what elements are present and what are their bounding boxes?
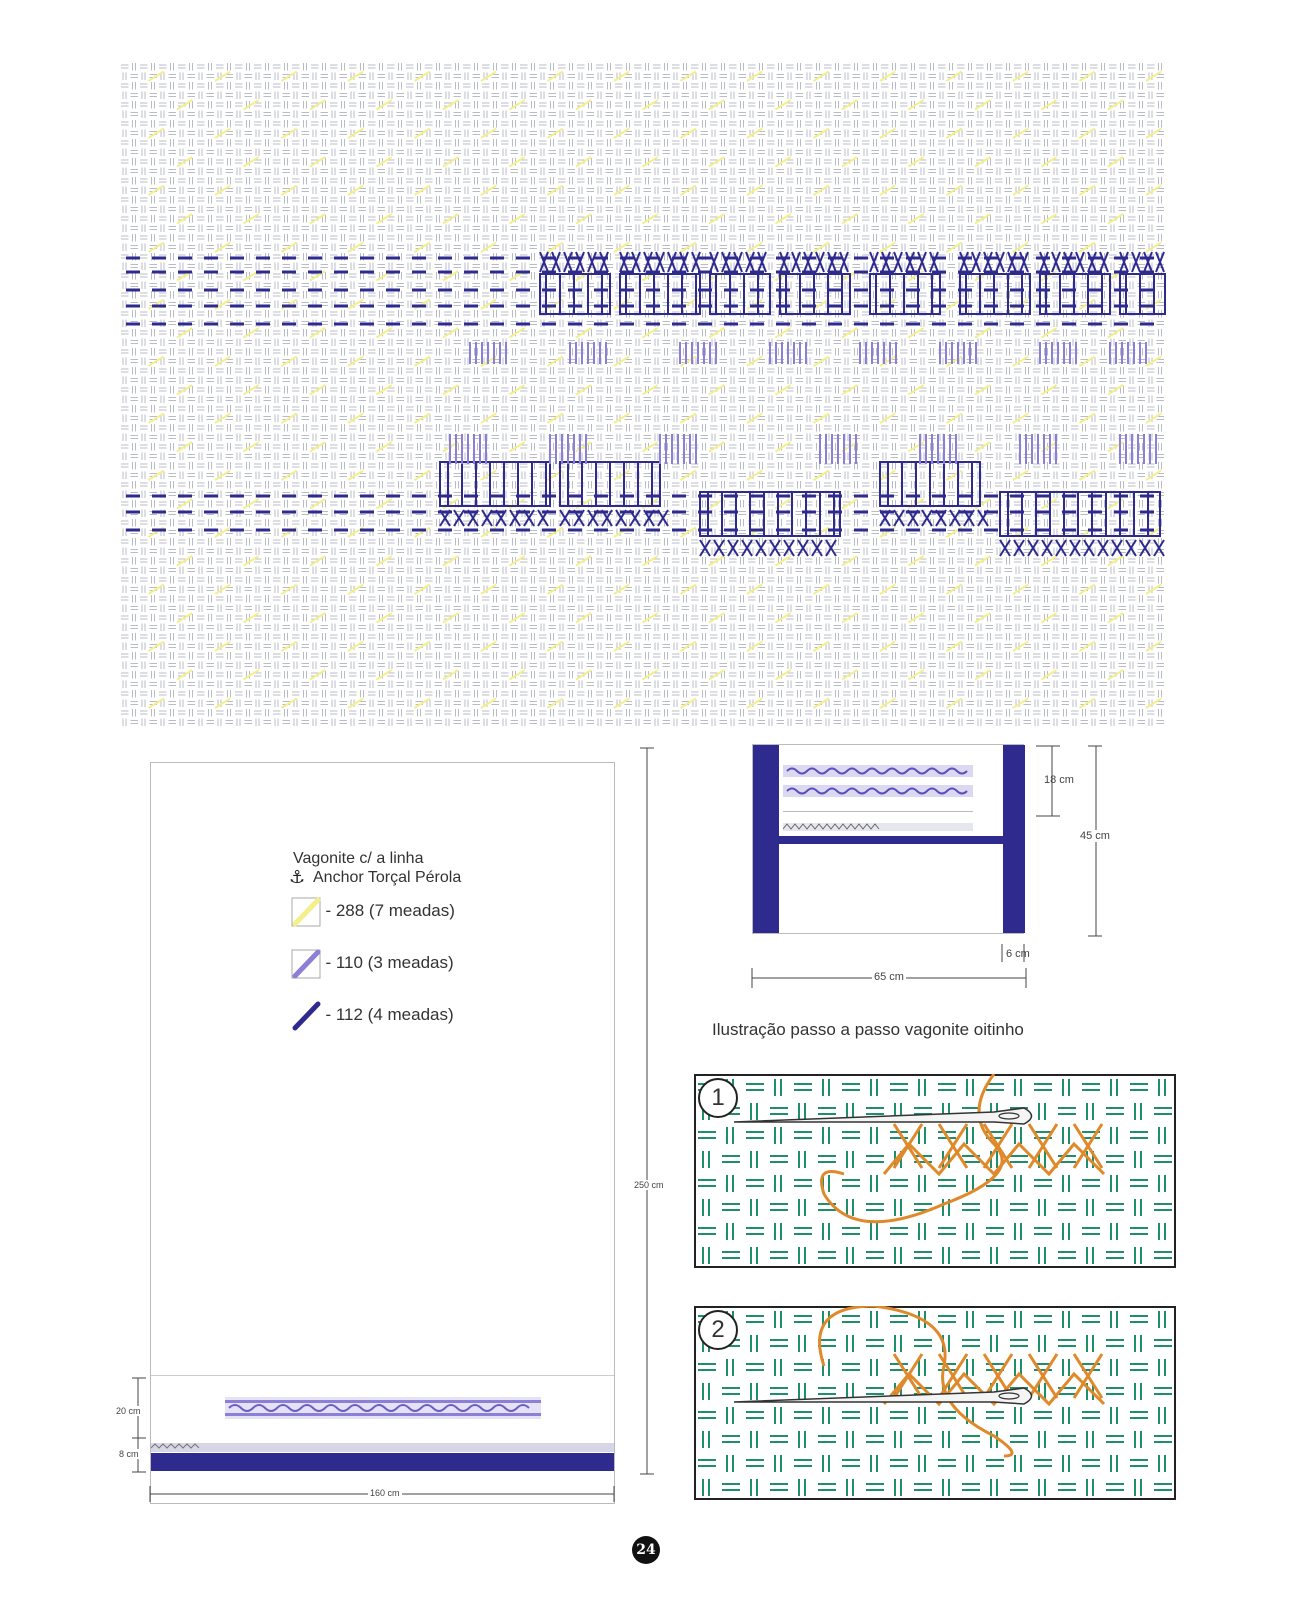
- yellow-swatch-icon: [291, 897, 321, 927]
- towel-band-label: 20 cm: [116, 1406, 141, 1416]
- towel-width-label: 160 cm: [370, 1488, 400, 1498]
- step-1-number: 1: [711, 1084, 725, 1111]
- legend-item-yellow: [291, 897, 455, 927]
- legend-label-112: - 112 (4 meadas): [325, 1005, 454, 1025]
- legend-title-line1: Vagonite c/ a linha: [293, 850, 424, 867]
- towel-band-dimension: [118, 1376, 148, 1476]
- step-2-badge: [698, 1310, 738, 1350]
- towel-embroidery-band: [225, 1397, 541, 1419]
- navy-motifs: [440, 252, 1165, 556]
- legend-label-110: - 110 (3 meadas): [325, 953, 454, 973]
- illustration-title: Ilustração passo a passo vagonite oitinho: [712, 1020, 1024, 1039]
- runner-width-label: 65 cm: [874, 971, 904, 983]
- lilac-swatch-icon: [291, 949, 321, 979]
- towel-diagram: [150, 762, 615, 1504]
- page-number: 24: [632, 1536, 660, 1564]
- legend-item-lilac: [291, 949, 454, 979]
- anchor-icon: ⚓: [289, 867, 306, 888]
- runner-border-label: 6 cm: [1006, 948, 1030, 960]
- pattern-chart: [120, 62, 1168, 730]
- runner-band-label: 18 cm: [1044, 774, 1074, 786]
- step-1-badge: [698, 1078, 738, 1118]
- runner-height-label: 45 cm: [1080, 830, 1110, 842]
- towel-hem: [151, 1443, 614, 1471]
- towel-height-dimension: [630, 746, 660, 1476]
- step-2-number: 2: [711, 1316, 725, 1343]
- step-1-panel: [694, 1074, 1176, 1268]
- towel-hem-label: 8 cm: [119, 1449, 139, 1459]
- legend-label-288: - 288 (7 meadas): [325, 901, 455, 921]
- legend-title-line2: Anchor Torçal Pérola: [313, 869, 462, 886]
- navy-swatch-icon: [291, 1001, 321, 1031]
- legend-item-navy: [291, 1001, 454, 1031]
- step-2-panel: [694, 1306, 1176, 1500]
- towel-height-label: 250 cm: [634, 1180, 664, 1190]
- legend: [289, 849, 553, 888]
